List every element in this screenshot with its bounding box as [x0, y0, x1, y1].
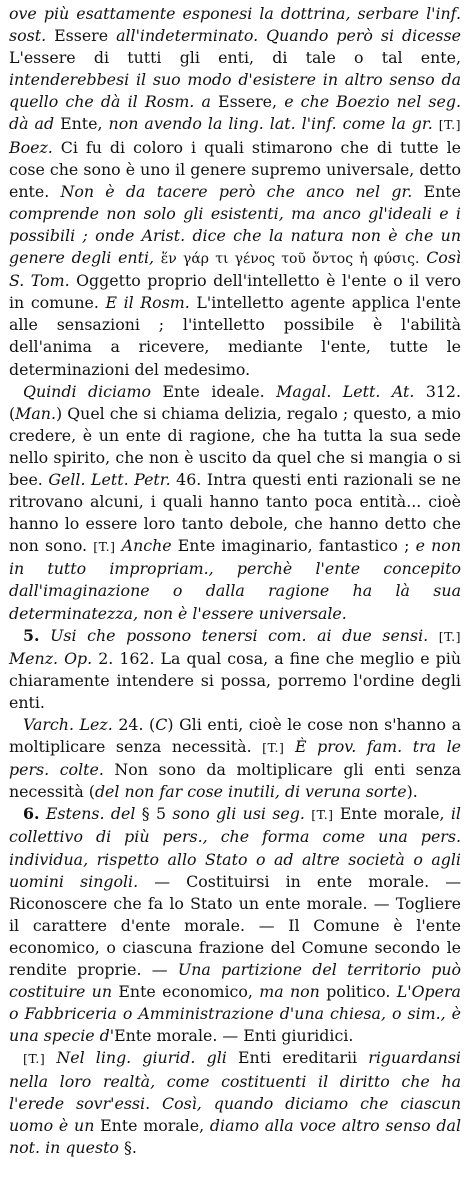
tag-marker: [T.]	[311, 807, 334, 823]
paragraph	[9, 3, 461, 381]
body-text: politico.	[319, 982, 397, 1002]
paragraph	[9, 803, 461, 1047]
body-text: Oggetto proprio dell'intelletto è l'ente o il vero in comune.	[9, 271, 461, 313]
body-text: — Costituirsi in ente morale. — Riconoscere che fa lo Stato un ente morale. — Togliere il carattere d'ente morale. — Il Comune è l'ente economico, o ciascuna frazione del Comune secondo le rendite proprie. —	[9, 871, 462, 980]
body-text: 312. (	[9, 381, 461, 423]
body-text	[428, 626, 439, 645]
italic-text: non avendo la ling. lat. l'inf. come la gr.	[108, 114, 433, 134]
italic-text: Una partizione del territorio può costituire un	[9, 960, 462, 1002]
body-text: Non sono da moltiplicare gli enti senza necessità (	[9, 760, 461, 802]
italic-text: Usi che possono tenersi com. ai due sensi.	[50, 625, 429, 645]
italic-text: all'indeterminato. Quando però si dicesse	[116, 26, 461, 46]
tag-marker: [T.]	[262, 740, 285, 756]
body-text: Ente morale,	[94, 1115, 210, 1135]
body-text: 24. (	[112, 715, 156, 734]
italic-text: Man.	[15, 403, 56, 423]
italic-text: C	[155, 715, 168, 734]
body-text: Ente economico,	[112, 982, 260, 1002]
italic-text: diamo alla voce altro senso dal not. in questo	[9, 1115, 461, 1157]
italic-text: Estens. del	[45, 804, 136, 824]
italic-text: Non è da tacere però che anco nel gr.	[60, 181, 413, 201]
body-text: ) Quel che si chiama delizia, regalo ; questo, a mio credere, è un ente di ragione, che ha tutta la sua sede nello spirito, che non è uscito da quel che si mangia o si bee.	[9, 403, 461, 489]
tag-marker: [T.]	[93, 539, 116, 555]
italic-text: ove più esattamente esponesi la dottrina, serbare l'inf. sost.	[9, 4, 461, 46]
paragraph	[9, 625, 461, 714]
body-text: Ci fu di coloro i quali stimarono che di tutte le cose che sono è uno il genere supremo universale, detto ente.	[9, 137, 461, 201]
body-text	[40, 626, 51, 645]
italic-text: comprende non solo gli esistenti, ma anco gl'ideali e i possibili ; onde Arist. dice che la natura non è che un genere degli enti,	[9, 203, 461, 268]
italic-text: Così S. Tom.	[9, 248, 461, 291]
italic-text: Magal. Lett. At.	[276, 381, 415, 401]
italic-text: il collettivo di più pers., che forma come una pers. individua, rispetto allo Stato o ad altre società o agli uomini singoli.	[9, 804, 461, 891]
italic-text: Boez.	[9, 137, 53, 157]
body-text: 2. 162. La qual cosa, a fine che meglio e più chiaramente intendere si possa, porremo l'ordine degli enti.	[9, 648, 461, 712]
body-text: Ente,	[54, 114, 109, 134]
italic-text: L'Opera o Fabbriceria o Amministrazione d'una chiesa, o sim., è una specie d'	[9, 982, 461, 1046]
italic-text: E il Rosm.	[105, 293, 190, 313]
body-text: Ente	[412, 181, 461, 201]
body-text	[45, 1048, 56, 1067]
body-text: §.	[118, 1137, 137, 1157]
section-number: 5.	[23, 625, 40, 645]
body-text: Essere	[46, 26, 117, 46]
body-text: Enti ereditarii	[226, 1048, 369, 1068]
greek-text: ἕν γάρ τι γένος τοῦ ὄντος ἡ φύσις.	[160, 251, 420, 268]
paragraph	[9, 714, 461, 803]
italic-text: ma non	[259, 982, 320, 1002]
italic-text: Anche	[121, 536, 172, 556]
body-text: 46. Intra questi enti razionali se ne ritrovano alcuni, i quali hanno tanto poca entità... cioè hanno lo essere loro tanto debole, che hanno detto che non sono.	[9, 469, 461, 556]
body-text: ).	[406, 782, 418, 802]
body-text: Ente morale. — Enti giuridici.	[114, 1026, 354, 1046]
italic-text: riguardansi nella loro realtà, come costituenti il diritto che ha l'erede sovr'essi. Così, quando diciamo che ciascun uomo è un	[9, 1048, 461, 1135]
body-text: L'essere di tutti gli enti, di tale o tal ente,	[9, 48, 461, 68]
italic-text: e non in tutto impropriam., perchè l'ente concepito dall'imaginazione o dalla ragione ha là sua determinatezza, non è l'essere universale.	[9, 536, 461, 623]
body-text: § 5	[135, 804, 173, 824]
italic-text: Varch. Lez.	[23, 715, 113, 734]
italic-text: È prov. fam. tra le pers. colte.	[9, 737, 462, 780]
italic-text: sono gli usi seg.	[172, 804, 305, 824]
italic-text: Quindi diciamo	[23, 381, 151, 401]
body-text: ) Gli enti, cioè le cose non s'hanno a moltiplicare senza necessità.	[9, 715, 461, 757]
body-text	[154, 248, 161, 267]
body-text: Ente imaginario, fantastico ;	[171, 536, 416, 556]
body-text: L'intelletto agente applica l'ente alle sensazioni ; l'intelletto possibile è l'abilità dell'anima a ricevere, mediante l'ente, tutte le determinazioni del medesimo.	[9, 293, 461, 379]
body-text: Ente morale,	[333, 804, 451, 824]
italic-text: Menz. Op.	[9, 648, 93, 668]
paragraph	[9, 1047, 461, 1158]
tag-marker: [T.]	[438, 117, 461, 133]
body-text: Essere,	[210, 92, 285, 112]
italic-text: Nel ling. giurid. gli	[56, 1048, 227, 1068]
section-number: 6.	[23, 804, 40, 824]
italic-text: del non far cose inutili, di veruna sorte	[94, 782, 407, 802]
italic-text: intenderebbesi il suo modo d'esistere in altro senso da quello che dà il Rosm. a	[9, 70, 461, 112]
paragraph	[9, 381, 461, 625]
body-text: Ente ideale.	[150, 381, 277, 401]
tag-marker: [T.]	[23, 1051, 46, 1067]
tag-marker: [T.]	[438, 628, 461, 644]
body-text	[284, 737, 295, 756]
italic-text: e che Boezio nel seg. dà ad	[9, 92, 461, 134]
italic-text: Gell. Lett. Petr.	[48, 469, 171, 489]
